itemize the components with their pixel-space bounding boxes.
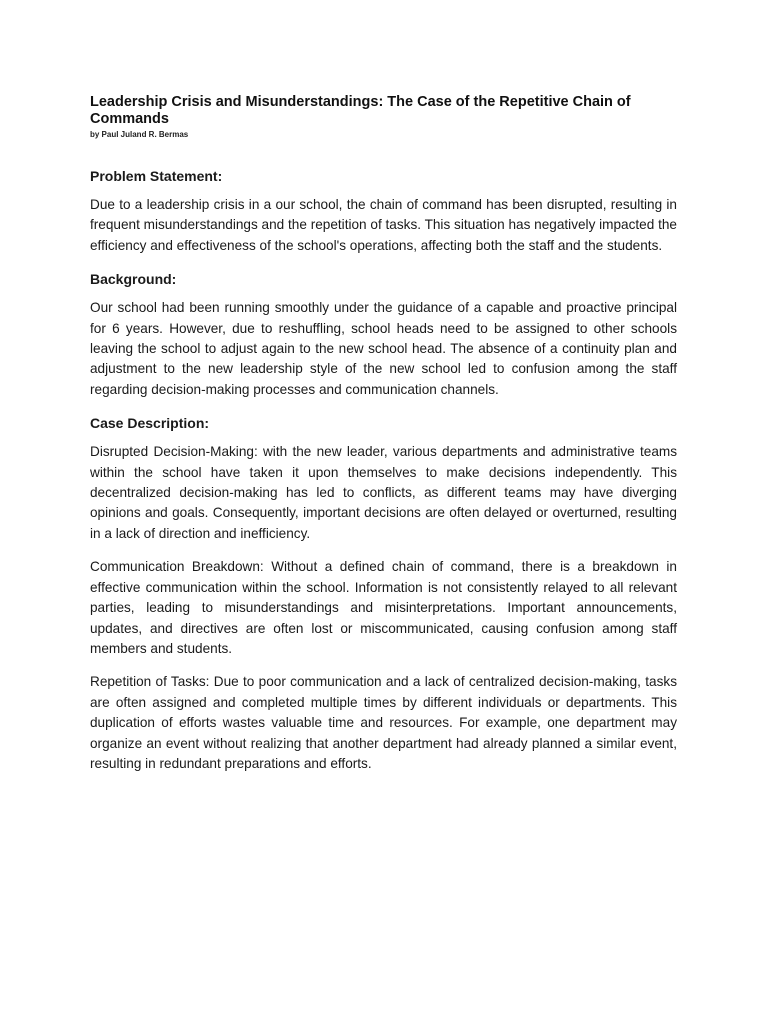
spacer: [90, 289, 677, 298]
spacer: [90, 544, 677, 557]
heading-background: Background:: [90, 271, 177, 288]
spacer: [90, 140, 677, 166]
paragraph-communication-breakdown: Communication Breakdown: Without a defined chain of command, there is a breakdown in effective communication within the school. Information is not consistently relayed to all relevant parties, leading to misunderstandings and misinterpretations. Important announcements, updates, and directives are often lost or miscommunicated, causing confusion among staff members and students.: [90, 559, 677, 656]
document-byline: by Paul Juland R. Bermas: [90, 130, 189, 139]
spacer: [90, 659, 677, 672]
spacer: [90, 433, 677, 442]
heading-problem-statement: Problem Statement:: [90, 168, 223, 184]
paragraph-disrupted-decision-making: Disrupted Decision-Making: with the new leader, various departments and administrative teams within the school have taken it upon themselves to make decisions independently. This decentralized decision-making has led to conflicts, as different teams may have diverging opinions and goals. Consequently, important decisions are often delayed or overturned, resulting in a lack of direction and inefficiency.: [90, 444, 677, 541]
paragraph-background: Our school had been running smoothly under the guidance of a capable and proactive principal for 6 years. However, due to reshuffling, school heads need to be assigned to other schools leaving the school to adjust again to the new school head. The absence of a continuity plan and adjustment to the new leadership style of the new school led to confusion among the staff regarding decision-making processes and communication channels.: [90, 300, 677, 397]
spacer: [90, 400, 677, 413]
heading-case-description: Case Description:: [90, 415, 210, 432]
document-title: Leadership Crisis and Misunderstandings: The Case of the Repetitive Chain of Commands: [90, 94, 631, 127]
document-page: [90, 94, 677, 774]
spacer: [90, 256, 677, 269]
paragraph-problem-statement: Due to a leadership crisis in a our school, the chain of command has been disrupted, resulting in frequent misunderstandings and the repetition of tasks. This situation has negatively impacted the efficiency and effectiveness of the school's operations, affecting both the staff and the students.: [90, 197, 677, 253]
paragraph-repetition-of-tasks: Repetition of Tasks: Due to poor communication and a lack of centralized decision-making, tasks are often assigned and completed multiple times by different individuals or departments. This duplication of efforts wastes valuable time and resources. For example, one department may organize an event without realizing that another department had already planned a similar event, resulting in redundant preparations and efforts.: [90, 674, 677, 771]
spacer: [90, 186, 677, 195]
